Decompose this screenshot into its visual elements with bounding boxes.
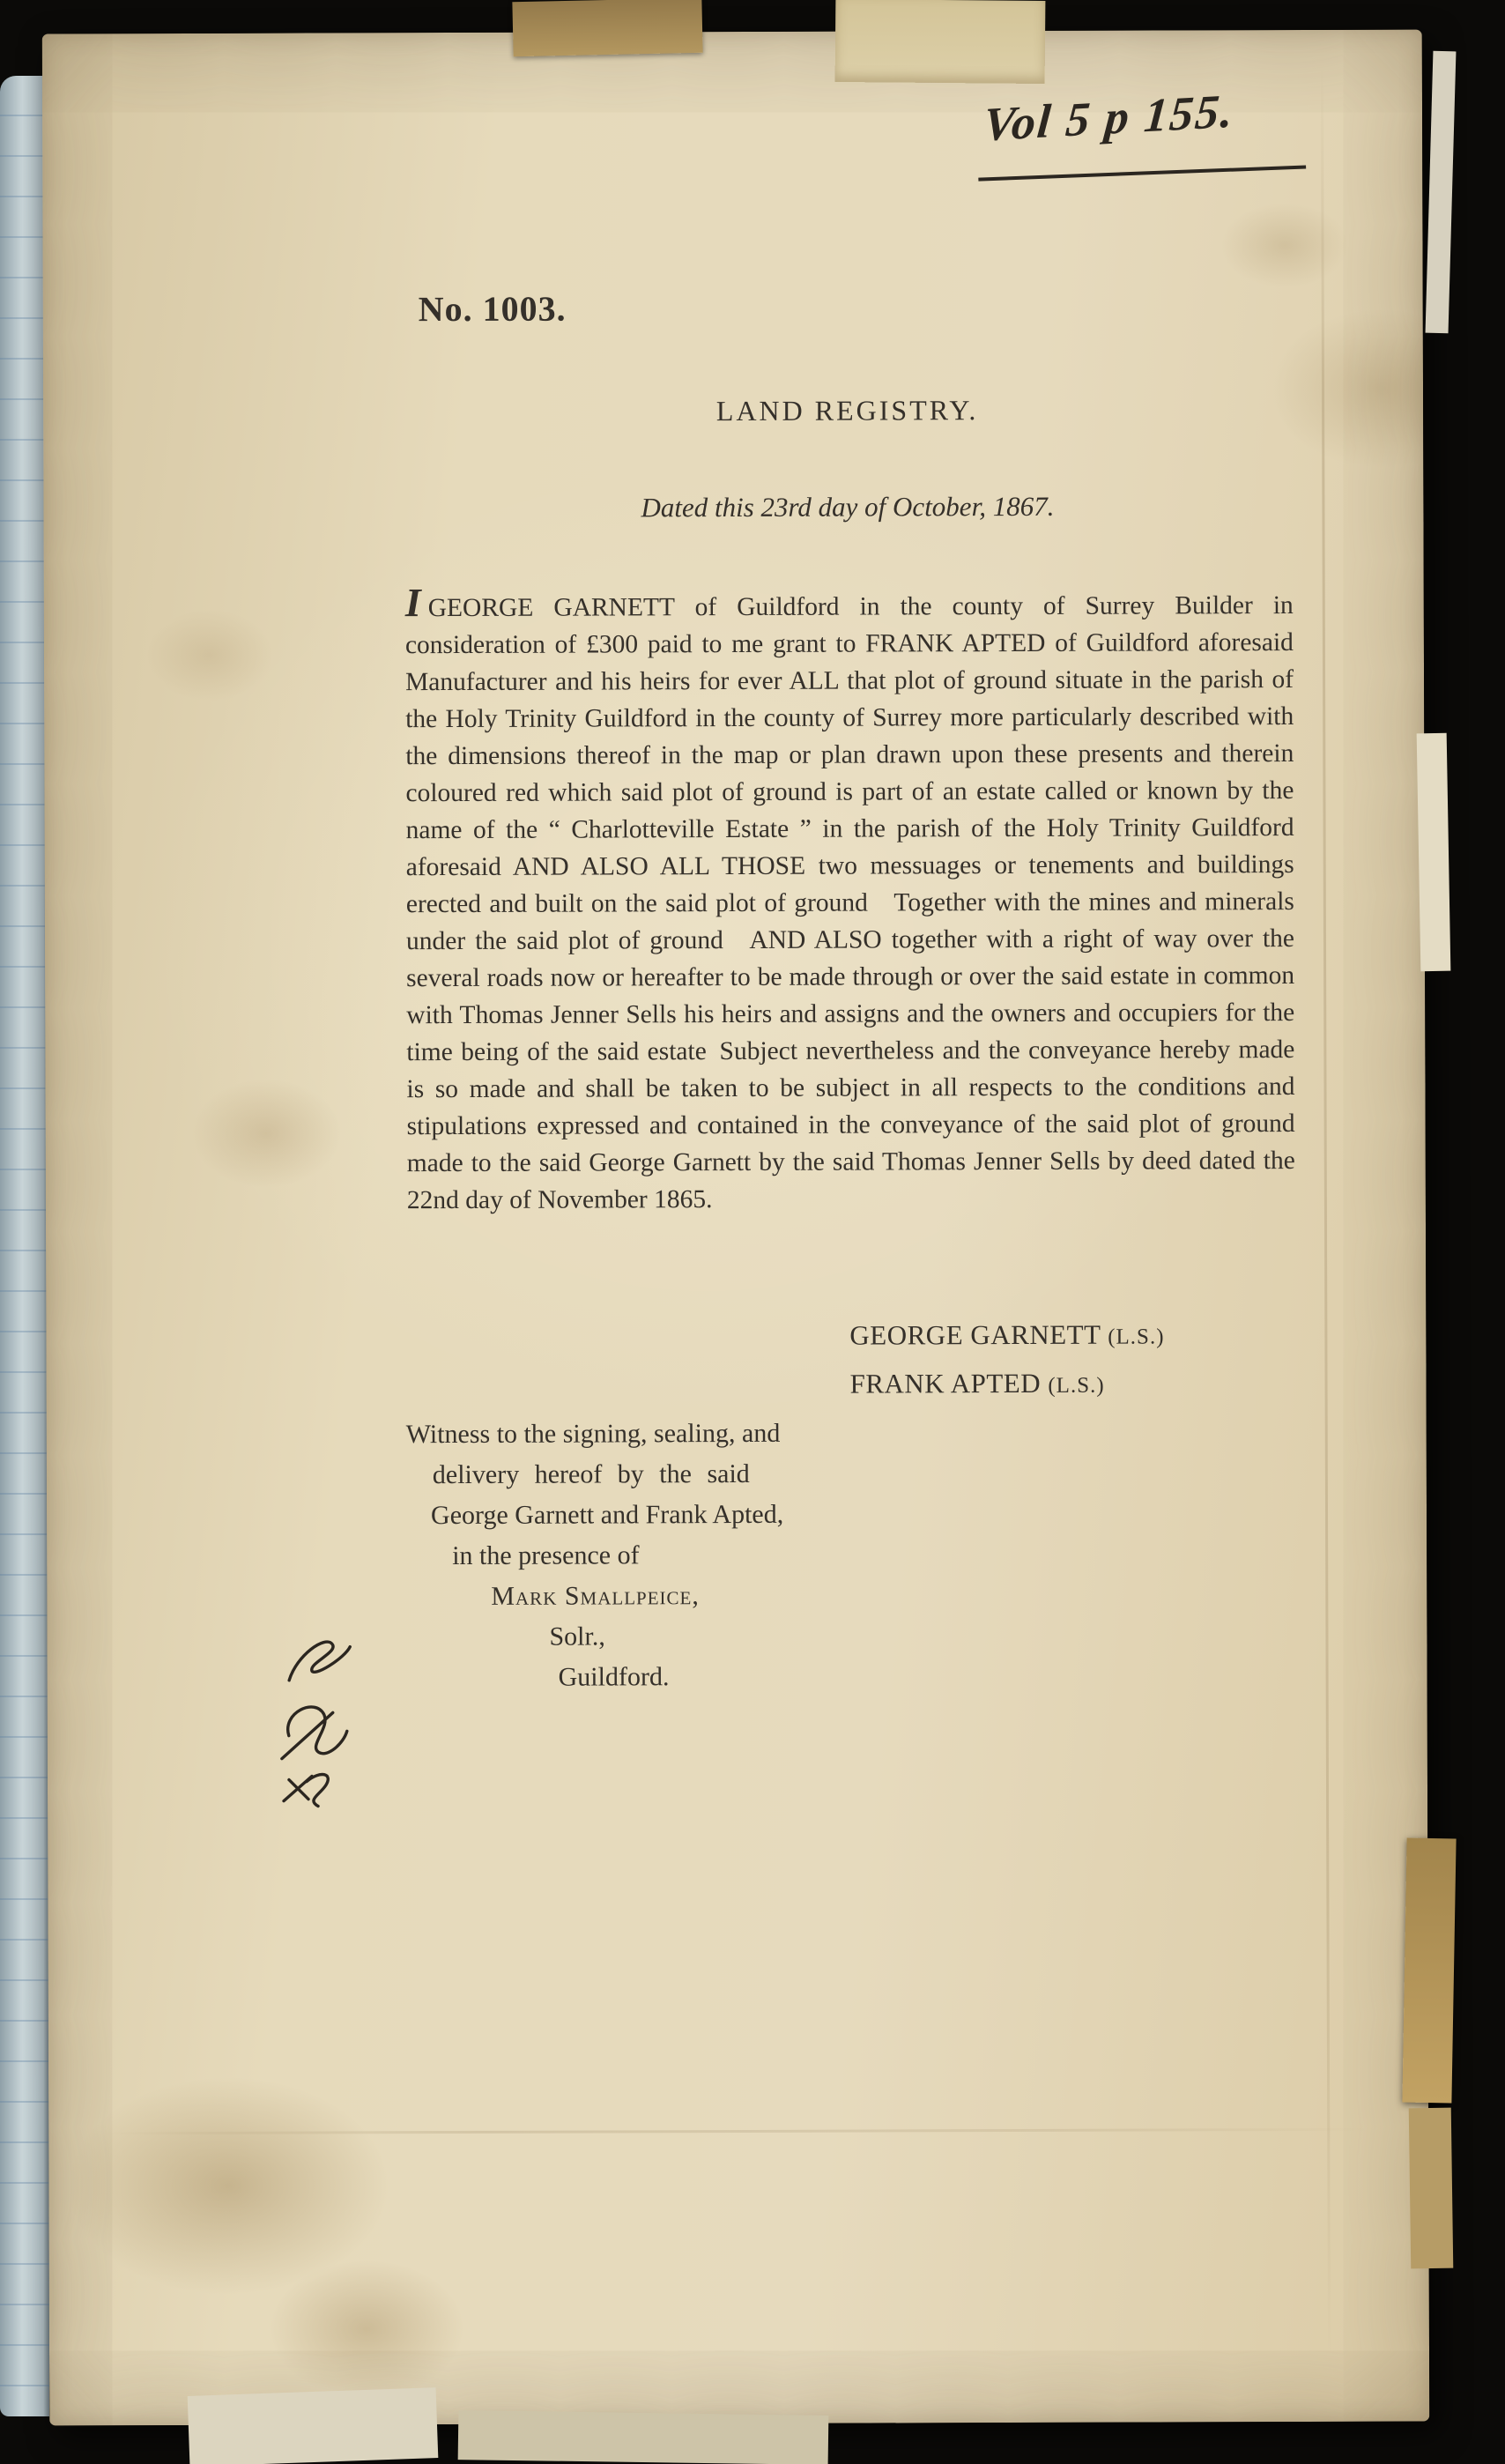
torn-edge-bottom-mid — [458, 2410, 829, 2464]
vertical-crease — [1321, 65, 1331, 2356]
ruled-page-edge — [0, 76, 49, 2416]
seal-abbreviation: (L.S.) — [1048, 1373, 1105, 1398]
witness-role: Solr., — [549, 1622, 605, 1651]
doc-number: No. 1003. — [418, 288, 567, 330]
signatory-name: GEORGE GARNETT — [849, 1318, 1101, 1351]
handwritten-initials-icon — [256, 1619, 407, 1840]
witness-line: George Garnett and Frank Apted, — [430, 1499, 784, 1531]
horizontal-crease — [101, 2128, 1370, 2135]
signature-line — [849, 1311, 1164, 1361]
witness-name: Mark Smallpeice, — [491, 1581, 700, 1611]
drop-cap-initial: I — [404, 579, 421, 625]
tape-fragment-right — [1402, 1838, 1456, 2104]
volume-annotation-underline — [978, 165, 1306, 181]
deed-body — [404, 579, 1295, 1219]
witness-line: in the presence of — [452, 1540, 640, 1571]
deed-body-text: GEORGE GARNETT of Guildford in the county of Surrey Builder in consideration of £300 paid to me grant to FRANK APTED of Guildford aforesaid Manufacturer and his heirs for ever ALL that plot of ground situate in the parish of the Holy Trinity Guildford in the county of Surrey more particularly described with the dimensions thereof in the map or plan drawn upon these presents and therein coloured red which said plot of ground is part of an estate called or known by the name of the “ Charlotteville Estate ” in the parish of the Holy Trinity Guildford aforesaid AND ALSO ALL THOSE two messuages or tenements and buildings erected and built on the said plot of ground Together with the mines and minerals under the said plot of ground AND ALSO together with a right of way over the several roads now or hereafter to be made through or over the said estate in common with Thomas Jenner Sells his heirs and assigns and the owners and occupiers for the time being of the said estate Subject nevertheless and the conveyance hereby made is so made and shall be taken to be subject in all respects to the conditions and stipulations expressed and contained in the conveyance of the said plot of ground made to the said George Garnett by the said Thomas Jenner Sells by deed dated the 22nd day of November 1865. — [404, 590, 1295, 1214]
torn-edge-right-upper — [1426, 51, 1457, 334]
witness-block — [406, 1414, 784, 1698]
tape-fragment-right-lower — [1409, 2108, 1454, 2269]
witness-line: delivery hereof by the said — [432, 1458, 750, 1490]
signatory-name: FRANK APTED — [849, 1367, 1042, 1399]
torn-edge-right-mid — [1417, 733, 1451, 972]
volume-annotation: Vol 5 p 155. — [981, 84, 1237, 152]
torn-edge-bottom-left — [188, 2387, 439, 2464]
doc-title: LAND REGISTRY. — [715, 394, 979, 427]
signature-line — [849, 1360, 1164, 1409]
dateline: Dated this 23rd day of October, 1867. — [641, 490, 1055, 523]
witness-place: Guildford. — [558, 1662, 670, 1692]
seal-abbreviation: (L.S.) — [1108, 1325, 1165, 1349]
witness-line: Witness to the signing, sealing, and — [405, 1418, 781, 1450]
signatures-block — [849, 1311, 1164, 1409]
paper-vignette — [42, 30, 1430, 2426]
tape-fragment-top-light — [835, 0, 1046, 84]
tape-fragment-top — [512, 0, 702, 56]
deed-paper — [42, 30, 1430, 2426]
